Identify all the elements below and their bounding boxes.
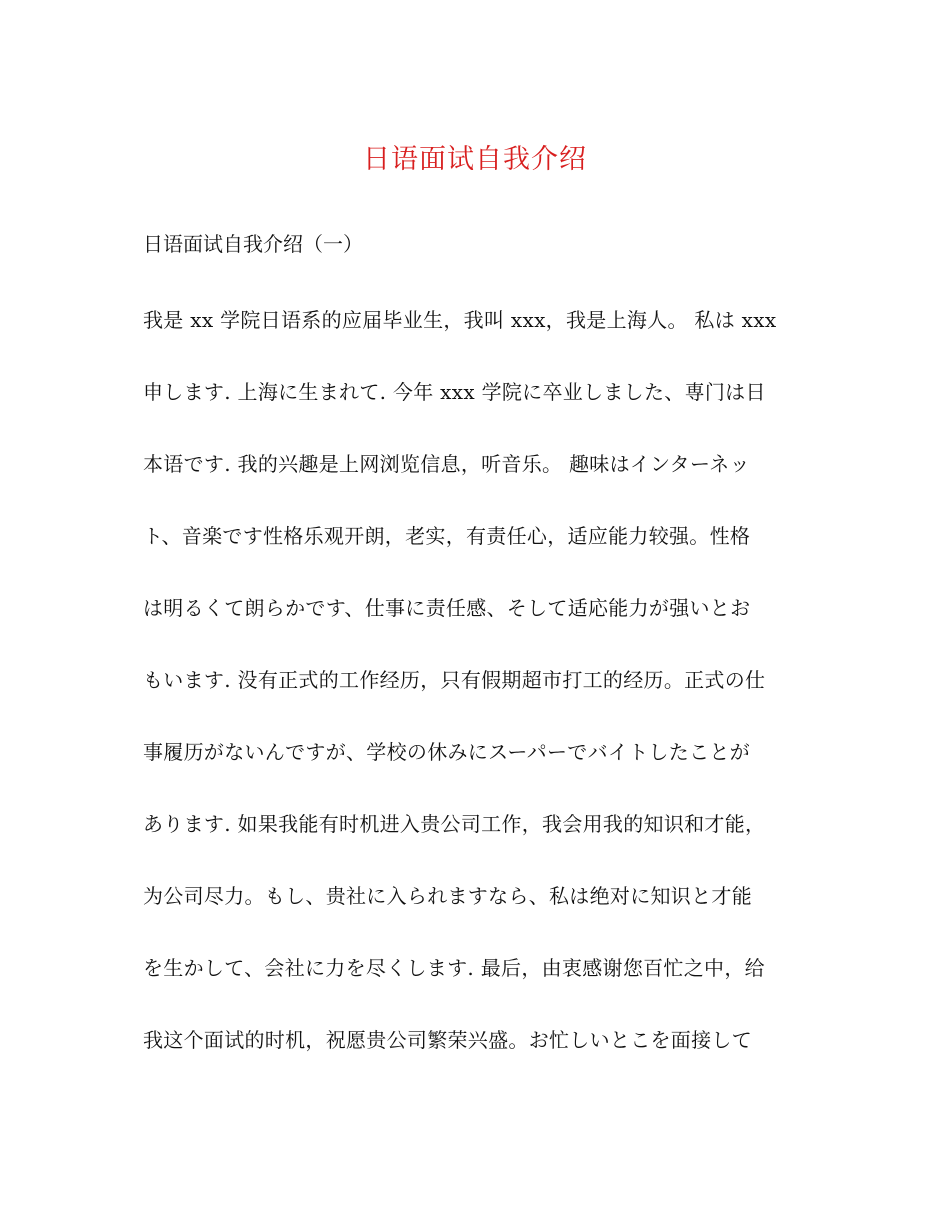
body-line: を生かして、会社に力を尽くします. 最后，由衷感谢您百忙之中，给 bbox=[143, 956, 765, 980]
body-line: 事履历がないんですが、学校の休みにスーパーでバイトしたことが bbox=[143, 740, 750, 764]
body-line: は明るくて朗らかです、仕事に责任感、そして适応能力が强いとお bbox=[143, 596, 751, 620]
body-line: 为公司尽力。もし、贵社に入られますなら、私は绝对に知识と才能 bbox=[143, 884, 752, 908]
body-line: 我是 xx 学院日语系的应届毕业生，我叫 xxx，我是上海人。 私は xxx bbox=[143, 308, 777, 332]
body-line: あります. 如果我能有时机进入贵公司工作，我会用我的知识和才能， bbox=[143, 812, 766, 836]
body-line: 申します. 上海に生まれて. 今年 xxx 学院に卒业しました、専门は日 bbox=[143, 380, 766, 404]
body-text bbox=[143, 298, 813, 1090]
body-line: ト、音楽です性格乐观开朗，老实，有责任心，适应能力较强。性格 bbox=[143, 524, 751, 548]
body-line: 本语です. 我的兴趣是上网浏览信息，听音乐。 趣味はインターネッ bbox=[143, 452, 750, 476]
body-line: もいます. 没有正式的工作经历，只有假期超市打工的经历。正式の仕 bbox=[143, 668, 766, 692]
document-title: 日语面试自我介绍 bbox=[363, 144, 587, 175]
section-heading: 日语面试自我介绍（一） bbox=[143, 232, 363, 256]
body-line: 我这个面试的时机，祝愿贵公司繁荣兴盛。お忙しいとこを面接して bbox=[143, 1028, 752, 1052]
